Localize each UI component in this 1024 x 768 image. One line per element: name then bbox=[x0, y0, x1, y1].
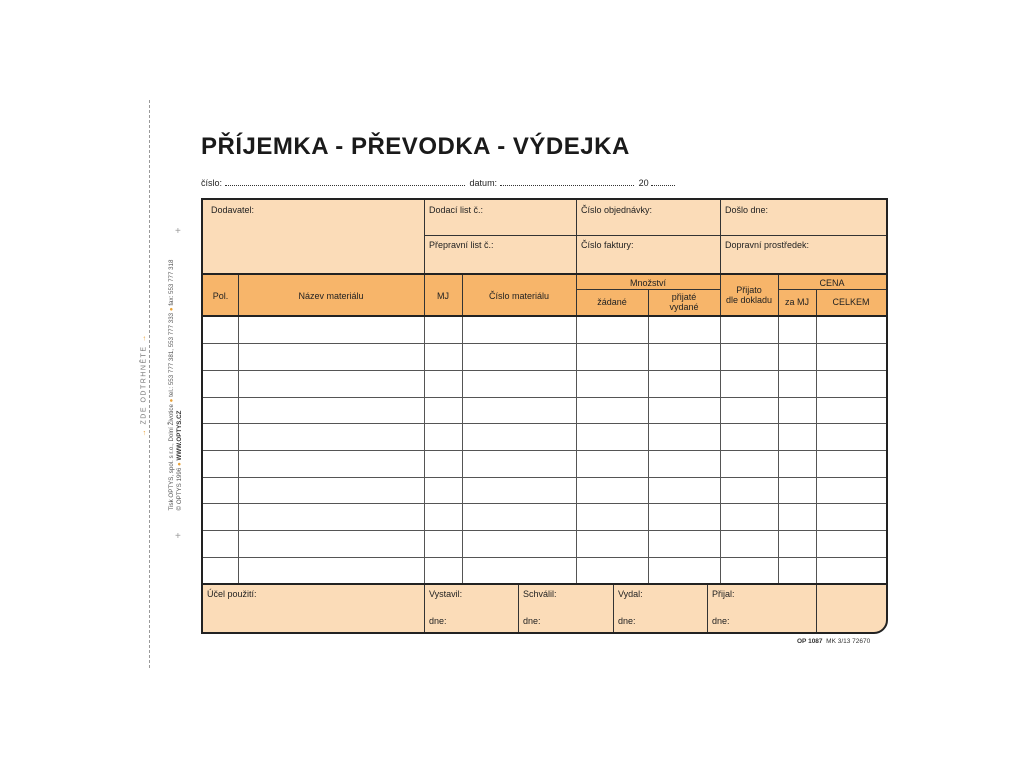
col-nazev: Název materiálu bbox=[298, 291, 364, 301]
dodavatel-field[interactable]: Dodavatel: bbox=[211, 205, 255, 215]
prijal-dne-field[interactable]: dne: bbox=[712, 616, 730, 626]
table-row bbox=[203, 343, 886, 344]
table-row bbox=[203, 503, 886, 504]
col-celkem: CELKEM bbox=[832, 297, 870, 307]
col-pol: Pol. bbox=[212, 291, 229, 301]
vystavil-field[interactable]: Vystavil: bbox=[429, 589, 463, 599]
arrow-icon: → bbox=[140, 427, 148, 437]
ucel-pouziti-field[interactable]: Účel použití: bbox=[207, 589, 257, 599]
form-code: OP 1087 MK 3/13 72670 bbox=[797, 638, 871, 645]
form-title: PŘÍJEMKA - PŘEVODKA - VÝDEJKA bbox=[201, 133, 630, 160]
col-prijate-vydane: přijaté vydané bbox=[669, 292, 699, 312]
doslo-dne-field[interactable]: Došlo dne: bbox=[725, 205, 769, 215]
col-prijato-dle-dokladu: Přijato dle dokladu bbox=[725, 285, 773, 305]
vystavil-dne-field[interactable]: dne: bbox=[429, 616, 447, 626]
table-row bbox=[203, 450, 886, 451]
tear-off-line bbox=[149, 100, 150, 668]
number-date-line: číslo: datum: 20 bbox=[201, 176, 675, 188]
table-row bbox=[203, 530, 886, 531]
form-table bbox=[201, 198, 888, 634]
table-row bbox=[203, 423, 886, 424]
prijal-field[interactable]: Přijal: bbox=[712, 589, 735, 599]
registration-mark-icon: + bbox=[175, 226, 181, 237]
table-row bbox=[203, 370, 886, 371]
vydal-dne-field[interactable]: dne: bbox=[618, 616, 636, 626]
tear-off-label: → ZDE ODTRHNĚTE → bbox=[140, 333, 148, 437]
schvalil-dne-field[interactable]: dne: bbox=[523, 616, 541, 626]
col-za-mj: za MJ bbox=[784, 297, 809, 307]
schvalil-field[interactable]: Schválil: bbox=[523, 589, 557, 599]
cislo-objednavky-field[interactable]: Číslo objednávky: bbox=[581, 205, 653, 215]
table-row bbox=[203, 557, 886, 558]
arrow-icon: → bbox=[140, 333, 148, 343]
col-cena: CENA bbox=[819, 278, 845, 288]
dopravni-prostredek-field[interactable]: Dopravní prostředek: bbox=[725, 240, 810, 250]
printer-info: Tisk OPTYS, spol. s r.o., Dolní Životice ● tel.: 553 777 381, 553 777 333 ● fax: 553 777 318 © OPTYS 1996 ● WWW.OPTYS.CZ bbox=[168, 259, 183, 511]
col-mnozstvi: Množství bbox=[629, 278, 666, 288]
table-row bbox=[203, 477, 886, 478]
registration-mark-icon: + bbox=[175, 531, 181, 542]
table-row bbox=[203, 397, 886, 398]
col-cislo-materialu: Číslo materiálu bbox=[488, 291, 550, 301]
prepravni-list-field[interactable]: Přepravní list č.: bbox=[429, 240, 494, 250]
col-mj: MJ bbox=[437, 291, 449, 301]
table-body[interactable] bbox=[203, 317, 886, 583]
cislo-faktury-field[interactable]: Číslo faktury: bbox=[581, 240, 634, 250]
year-field[interactable] bbox=[651, 176, 675, 186]
dodaci-list-field[interactable]: Dodací list č.: bbox=[429, 205, 484, 215]
datum-field[interactable] bbox=[500, 176, 634, 186]
col-zadane: žádané bbox=[597, 297, 627, 307]
cislo-field[interactable] bbox=[225, 176, 465, 186]
vydal-field[interactable]: Vydal: bbox=[618, 589, 643, 599]
